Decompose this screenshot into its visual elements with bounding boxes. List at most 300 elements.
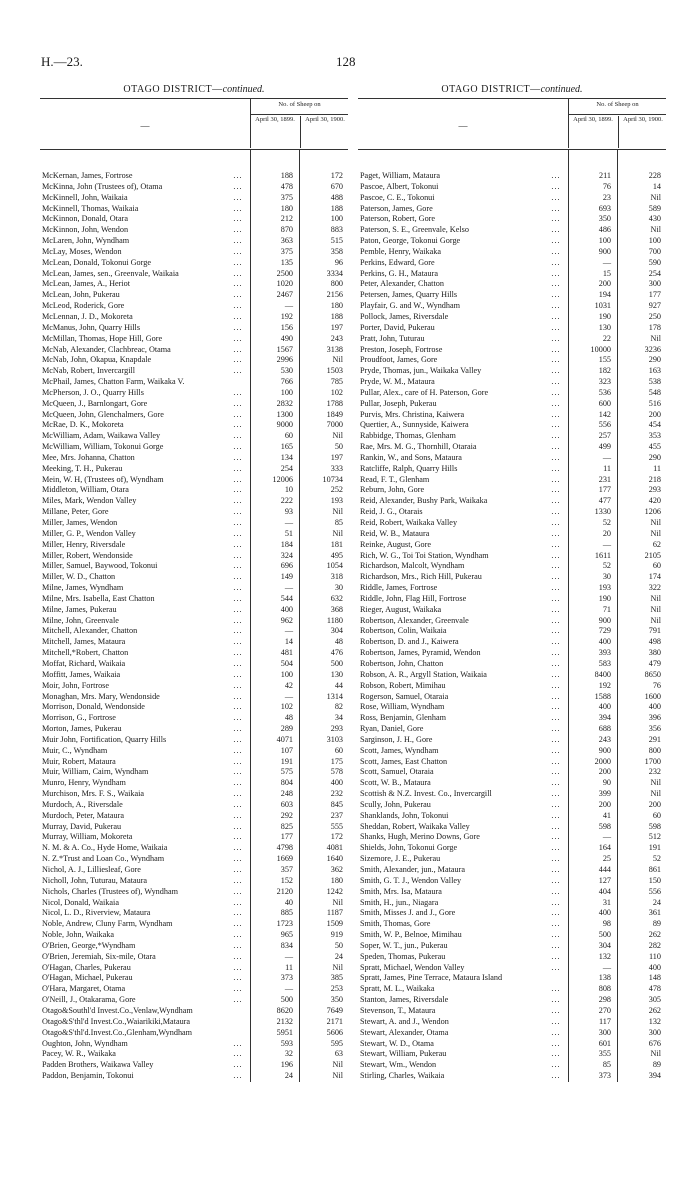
sheep-1899: 766 [280, 377, 293, 387]
leader-dots: ... [551, 756, 561, 766]
table-row [358, 529, 666, 540]
sheep-1899: 20 [602, 528, 611, 538]
table-row [40, 431, 348, 442]
table-row [358, 551, 666, 562]
holder-name: Speden, Thomas, Pukerau [360, 951, 446, 961]
leader-dots: ... [233, 366, 243, 376]
sheep-1899: 834 [280, 940, 293, 950]
sheep-1900: 350 [330, 995, 343, 1005]
holder-name: O'Hagan, Charles, Pukerau [42, 962, 131, 972]
table-header [358, 98, 666, 150]
leader-dots: ... [551, 496, 561, 506]
sheep-1900: 82 [334, 702, 343, 712]
leader-dots: ... [233, 745, 243, 755]
sheep-1899: 164 [598, 843, 611, 853]
table-row [40, 334, 348, 345]
sheep-1900: 89 [652, 1060, 661, 1070]
table-row [40, 366, 348, 377]
sheep-1900: 24 [334, 951, 343, 961]
leader-dots: ... [233, 268, 243, 278]
holder-name: Scottish & N.Z. Invest. Co., Invercargill [360, 789, 492, 799]
sheep-1899: 575 [280, 767, 293, 777]
sheep-1900: 290 [648, 355, 661, 365]
table-row [40, 355, 348, 366]
leader-dots: ... [233, 301, 243, 311]
holder-name: McLean, James, sen., Greenvale, Waikaia [42, 268, 179, 278]
leader-dots: ... [233, 333, 243, 343]
sheep-1900: 476 [330, 648, 343, 658]
leader-dots: ... [233, 886, 243, 896]
holder-name: Ross, Benjamin, Glenham [360, 713, 446, 723]
leader-dots: ... [233, 452, 243, 462]
holder-name: Ryan, Daniel, Gore [360, 724, 424, 734]
holder-name: Pascoe, C. E., Tokonui [360, 192, 435, 202]
table-row [40, 485, 348, 496]
sheep-1900: 200 [648, 799, 661, 809]
sheep-1899: 400 [598, 637, 611, 647]
table-row [40, 420, 348, 431]
sheep-1899: — [284, 626, 293, 636]
sheep-1899: 9000 [276, 420, 293, 430]
sheep-1900: 1788 [326, 398, 343, 408]
sheep-1900: 578 [330, 767, 343, 777]
table-row [358, 182, 666, 193]
year-1900-header: April 30, 1900. [618, 116, 667, 148]
holder-name: Smith, Misses J. and J., Gore [360, 908, 456, 918]
leader-dots: ... [551, 593, 561, 603]
sheep-1899: 500 [280, 995, 293, 1005]
leader-dots: ... [551, 778, 561, 788]
holder-name: O'Neill, J., Otakarama, Gore [42, 995, 136, 1005]
sheep-1900: 3138 [326, 344, 343, 354]
holder-name: Robertson, D. and J., Kaiwera [360, 637, 459, 647]
sheep-1900: 174 [648, 572, 661, 582]
table-row [358, 301, 666, 312]
sheep-1900: Nil [650, 789, 661, 799]
holder-name: Muir, C., Wyndham [42, 745, 108, 755]
table-row [358, 789, 666, 800]
table-row [358, 323, 666, 334]
sheep-1900: 548 [648, 387, 661, 397]
sheep-1899: 10000 [590, 344, 611, 354]
leader-dots: ... [233, 387, 243, 397]
leader-dots: ... [233, 539, 243, 549]
leader-dots: ... [551, 854, 561, 864]
holder-name: Pullar, Joseph, Pukerau [360, 398, 437, 408]
table-row [40, 984, 348, 995]
holder-name: Proudfoot, James, Gore [360, 355, 438, 365]
sheep-1900: 396 [648, 713, 661, 723]
leader-dots: ... [233, 311, 243, 321]
holder-name: Rogerson, Samuel, Otaraia [360, 691, 449, 701]
holder-name: Miles, Mark, Wendon Valley [42, 496, 137, 506]
sheep-1899: 598 [598, 821, 611, 831]
table-row [40, 518, 348, 529]
holder-name: Robertson, John, Chatton [360, 658, 444, 668]
sheep-1900: 197 [330, 322, 343, 332]
table-row [40, 637, 348, 648]
table-row [358, 171, 666, 182]
sheep-1900: 676 [648, 1038, 661, 1048]
sheep-1900: 700 [648, 246, 661, 256]
sheep-1900: 7649 [326, 1005, 343, 1015]
holder-name: Murdoch, A., Riversdale [42, 799, 123, 809]
sheep-1900: Nil [332, 962, 343, 972]
table-row [358, 193, 666, 204]
sheep-1900: Nil [332, 528, 343, 538]
sheep-1900: 670 [330, 181, 343, 191]
sheep-1900: 262 [648, 930, 661, 940]
holder-name: Robertson, Colin, Waikaia [360, 626, 447, 636]
table-row [40, 811, 348, 822]
holder-name: Pullar, Alex., care of H. Paterson, Gore [360, 387, 489, 397]
sheep-1899: 603 [280, 799, 293, 809]
leader-dots: ... [551, 995, 561, 1005]
sheep-1900: 333 [330, 463, 343, 473]
table-row [358, 453, 666, 464]
holder-name: Muir, William, Cairn, Wyndham [42, 767, 149, 777]
sheep-1900: 516 [648, 398, 661, 408]
sheep-1900: 845 [330, 799, 343, 809]
sheep-1899: 693 [598, 203, 611, 213]
leader-dots: ... [233, 951, 243, 961]
sheep-1899: 192 [598, 680, 611, 690]
leader-dots: ... [233, 702, 243, 712]
holder-name: Pryde, Thomas, jun., Waikaka Valley [360, 366, 482, 376]
leader-dots: ... [233, 756, 243, 766]
sheep-1899: 363 [280, 236, 293, 246]
holder-name: Richardson, Malcolt, Wyndham [360, 561, 465, 571]
table-row [40, 410, 348, 421]
sheep-1900: 2171 [326, 1016, 343, 1026]
leader-dots: ... [233, 550, 243, 560]
sheep-1900: 191 [648, 843, 661, 853]
sheep-1900: 1242 [326, 886, 343, 896]
table-row [358, 464, 666, 475]
holder-name: Miller, James, Wendon [42, 518, 118, 527]
table-row [358, 225, 666, 236]
name-column-header: — [140, 121, 150, 131]
sheep-1900: 1314 [326, 691, 343, 701]
table-row [358, 214, 666, 225]
leader-dots: ... [551, 192, 561, 202]
sheep-1899: 2996 [276, 355, 293, 365]
holder-name: Miller, G. P., Wendon Valley [42, 528, 136, 538]
holder-name: Rankin, W., and Sons, Mataura [360, 452, 462, 462]
sheep-1899: 323 [598, 377, 611, 387]
table-row [40, 1071, 348, 1082]
holder-name: Robson, A. R., Argyll Station, Waikaia [360, 669, 487, 679]
sheep-1899: 304 [598, 940, 611, 950]
table-row [358, 995, 666, 1006]
leader-dots: ... [233, 908, 243, 918]
sheep-1900: 293 [648, 485, 661, 495]
sheep-1899: 900 [598, 615, 611, 625]
leader-dots: ... [551, 734, 561, 744]
holder-name: Rieger, August, Waikaka [360, 604, 442, 614]
holder-name: Richardson, Mrs., Rich Hill, Pukerau [360, 572, 482, 582]
sheep-1899: 808 [598, 984, 611, 994]
holder-name: Mein, W. H, (Trustees of), Wyndham [42, 474, 164, 484]
holder-name: N. M. & A. Co., Hyde Home, Waikaia [42, 843, 168, 853]
leader-dots: ... [233, 1060, 243, 1070]
holder-name: McWilliam, Adam, Waikawa Valley [42, 431, 161, 441]
table-row [40, 919, 348, 930]
leader-dots: ... [551, 290, 561, 300]
table-row [40, 323, 348, 334]
holder-name: McLean, James, A., Heriot [42, 279, 130, 289]
year-1900-header: April 30, 1900. [300, 116, 349, 148]
table-row [40, 594, 348, 605]
sheep-1900: Nil [332, 431, 343, 441]
holder-name: Soper, W. T., jun., Pukerau [360, 940, 448, 950]
sheep-1900: Nil [650, 528, 661, 538]
sheep-1900: 11 [653, 463, 661, 473]
sheep-1899: 1669 [276, 854, 293, 864]
sheep-1899: 165 [280, 442, 293, 452]
holder-name: Preston, Joseph, Fortrose [360, 344, 443, 354]
sheep-count-group-title: No. of Sheep on [251, 101, 348, 115]
table-row [40, 507, 348, 518]
sheep-1899: — [284, 301, 293, 311]
sheep-1899: 52 [602, 518, 611, 527]
sheep-1899: 870 [280, 225, 293, 235]
holder-name: Morton, James, Pukerau [42, 724, 122, 734]
sheep-1900: 300 [648, 1027, 661, 1037]
holder-name: Moir, John, Fortrose [42, 680, 109, 690]
sheep-1900: 110 [649, 951, 661, 961]
holder-name: Smith, Mrs. Isa, Mataura [360, 886, 442, 896]
sheep-1899: 2500 [276, 268, 293, 278]
sheep-1899: 4071 [276, 734, 293, 744]
holder-name: O'Brien, George,*Wyndham [42, 940, 136, 950]
holder-name: Riddle, John, Flag Hill, Fortrose [360, 593, 467, 603]
sheep-1899: 155 [598, 355, 611, 365]
table-row [40, 908, 348, 919]
leader-dots: ... [233, 919, 243, 929]
sheep-1899: 190 [598, 311, 611, 321]
leader-dots: ... [551, 561, 561, 571]
holder-name: Miller, Robert, Wendonside [42, 550, 133, 560]
leader-dots: ... [233, 496, 243, 506]
holder-name: Padden Brothers, Waikawa Valley [42, 1060, 154, 1070]
holder-name: Mee, Mrs. Johanna, Chatton [42, 452, 135, 462]
sheep-1899: 373 [598, 1071, 611, 1081]
leader-dots: ... [233, 713, 243, 723]
leader-dots: ... [233, 236, 243, 246]
sheep-1900: 322 [648, 583, 661, 593]
table-row [358, 919, 666, 930]
leader-dots: ... [551, 463, 561, 473]
holder-name: Murray, William, Mokoreta [42, 832, 133, 842]
sheep-1899: 52 [602, 561, 611, 571]
leader-dots: ... [233, 528, 243, 538]
table-row [358, 908, 666, 919]
leader-dots: ... [233, 1071, 243, 1081]
table-row [358, 843, 666, 854]
sheep-1899: 1723 [276, 919, 293, 929]
sheep-1900: 785 [330, 377, 343, 387]
table-header [40, 98, 348, 150]
holder-name: Reburn, John, Gore [360, 485, 425, 495]
sheep-1899: 200 [598, 279, 611, 289]
leader-dots: ... [551, 1060, 561, 1070]
holder-name: Meeking, T. H., Pukerau [42, 463, 123, 473]
sheep-1899: 556 [598, 420, 611, 430]
holder-name: McQueen, J., Barnlongart, Gore [42, 398, 148, 408]
leader-dots: ... [551, 626, 561, 636]
table-row [358, 1017, 666, 1028]
sheep-1899: 15 [602, 268, 611, 278]
leader-dots: ... [233, 1038, 243, 1048]
otago-district-table-left [40, 84, 348, 1082]
sheep-1900: 180 [330, 301, 343, 311]
section-title-text: OTAGO DISTRICT— [441, 84, 541, 95]
holder-name: Reinke, August, Gore [360, 539, 431, 549]
table-row [358, 941, 666, 952]
holder-name: Moffat, Richard, Waikaia [42, 658, 126, 668]
table-row [40, 616, 348, 627]
report-reference: H.—23. [41, 54, 83, 69]
table-row [40, 887, 348, 898]
leader-dots: ... [233, 398, 243, 408]
sheep-1900: Nil [650, 593, 661, 603]
leader-dots: ... [233, 192, 243, 202]
holder-name: Robson, Robert, Mimihau [360, 680, 446, 690]
leader-dots: ... [233, 734, 243, 744]
sheep-1899: 2120 [276, 886, 293, 896]
holder-name: Sizemore, J. E., Pukerau [360, 854, 441, 864]
sheep-1899: — [284, 583, 293, 593]
sheep-1899: 177 [598, 485, 611, 495]
holder-name: Stanton, James, Riversdale [360, 995, 449, 1005]
leader-dots: ... [551, 528, 561, 538]
sheep-1899: 688 [598, 724, 611, 734]
table-row [40, 345, 348, 356]
table-row [358, 898, 666, 909]
table-row [40, 388, 348, 399]
sheep-1899: 900 [598, 745, 611, 755]
sheep-1900: 400 [648, 702, 661, 712]
leader-dots: ... [551, 962, 561, 972]
sheep-1900: 44 [334, 680, 343, 690]
table-row [358, 692, 666, 703]
holder-name: Smith, H., jun., Niagara [360, 897, 439, 907]
sheep-1900: 253 [330, 984, 343, 994]
sheep-1900: 163 [648, 366, 661, 376]
sheep-1900: 400 [648, 962, 661, 972]
holder-name: Purvis, Mrs. Christina, Kaiwera [360, 409, 465, 419]
sheep-1899: 504 [280, 658, 293, 668]
sheep-1900: 361 [648, 908, 661, 918]
sheep-1899: — [602, 539, 611, 549]
table-row [40, 583, 348, 594]
sheep-count-group-title: No. of Sheep on [569, 101, 666, 115]
table-row [40, 279, 348, 290]
table-row [358, 811, 666, 822]
sheep-1900: 250 [648, 311, 661, 321]
sheep-1900: 89 [652, 919, 661, 929]
holder-name: McLennan, J. D., Mokoreta [42, 311, 133, 321]
sheep-1900: Nil [650, 1049, 661, 1059]
table-row [40, 822, 348, 833]
holder-name: Mitchell, James, Mataura [42, 637, 126, 647]
sheep-1899: 399 [598, 789, 611, 799]
holder-name: McNab, John, Okapua, Knapdale [42, 355, 152, 365]
table-row [40, 778, 348, 789]
table-row [358, 973, 666, 984]
holder-name: O'Brien, Jeremiah, Six-mile, Otara [42, 951, 156, 961]
leader-dots: ... [551, 322, 561, 332]
holder-name: Nichol, A. J., Lilliesleaf, Gore [42, 865, 141, 874]
holder-name: Muir, Robert, Mataura [42, 756, 116, 766]
sheep-1900: 589 [648, 203, 661, 213]
holder-name: Nicol, Donald, Waikaia [42, 897, 119, 907]
sheep-1899: 350 [598, 214, 611, 224]
table-row [40, 399, 348, 410]
table-body [40, 150, 348, 1082]
sheep-1900: 262 [648, 1005, 661, 1015]
sheep-1899: 696 [280, 561, 293, 571]
sheep-1900: 1849 [326, 409, 343, 419]
leader-dots: ... [233, 648, 243, 658]
leader-dots: ... [551, 799, 561, 809]
holder-name: Scott, James, East Chatton [360, 756, 448, 766]
sheep-1900: 479 [648, 658, 661, 668]
sheep-1899: 12006 [272, 474, 293, 484]
table-body [358, 150, 666, 1082]
table-row [358, 496, 666, 507]
sheep-1900: 304 [330, 626, 343, 636]
sheep-1899: 192 [280, 311, 293, 321]
table-row [40, 626, 348, 637]
sheep-1900: 232 [648, 767, 661, 777]
table-row [40, 529, 348, 540]
table-row [358, 832, 666, 843]
sheep-1899: 8400 [594, 669, 611, 679]
sheep-1900: 927 [648, 301, 661, 311]
sheep-1899: 270 [598, 1005, 611, 1015]
table-row [358, 930, 666, 941]
holder-name: Milne, James, Pukerau [42, 604, 117, 614]
sheep-1899: 490 [280, 333, 293, 343]
holder-name: Read, F. T., Glenham [360, 474, 430, 484]
sheep-1899: 1031 [594, 301, 611, 311]
holder-name: McLaren, John, Wyndham [42, 236, 130, 246]
holder-name: McKernan, James, Fortrose [42, 171, 133, 180]
leader-dots: ... [233, 865, 243, 874]
sheep-1899: 130 [598, 322, 611, 332]
sheep-1899: 404 [598, 886, 611, 896]
holder-name: Pemble, Henry, Waikaka [360, 246, 441, 256]
holder-name: Murchison, Mrs. F. S., Waikaia [42, 789, 145, 799]
sheep-1899: 134 [280, 452, 293, 462]
table-row [358, 963, 666, 974]
sheep-1899: 41 [602, 810, 611, 820]
sheep-1899: 60 [284, 431, 293, 441]
table-row [358, 312, 666, 323]
holder-name: Spratt, Michael, Wendon Valley [360, 962, 465, 972]
table-row [40, 171, 348, 182]
leader-dots: ... [233, 507, 243, 517]
sheep-1900: Nil [650, 225, 661, 235]
year-1899-header: April 30, 1899. [255, 116, 295, 123]
sheep-1900: 512 [648, 832, 661, 842]
leader-dots: ... [233, 626, 243, 636]
table-row [358, 616, 666, 627]
sheep-1899: — [284, 984, 293, 994]
holder-name: Spratt, M. L., Waikaka [360, 984, 435, 994]
